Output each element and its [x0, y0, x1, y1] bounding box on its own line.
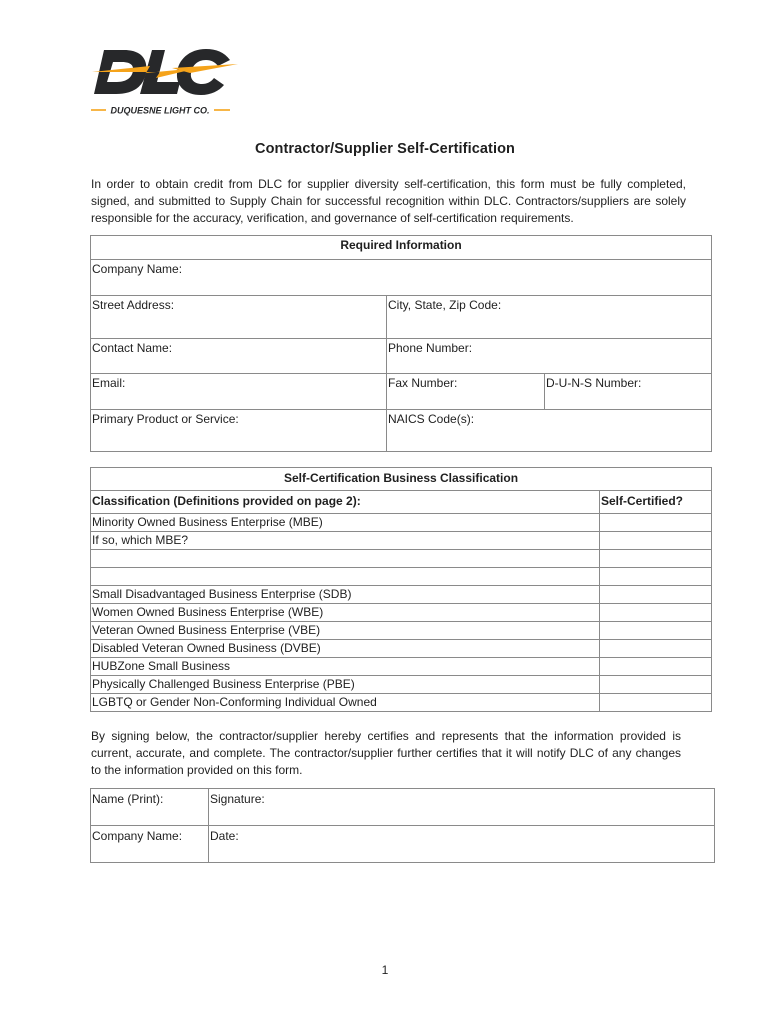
primary-product-field[interactable]: Primary Product or Service: — [91, 410, 387, 452]
classification-header: Self-Certification Business Classification — [91, 468, 712, 491]
email-field[interactable]: Email: — [91, 374, 387, 410]
contact-name-field[interactable]: Contact Name: — [91, 339, 387, 374]
self-certified-cell[interactable] — [600, 568, 712, 586]
classification-row: Minority Owned Business Enterprise (MBE) — [91, 514, 600, 532]
street-address-field[interactable]: Street Address: — [91, 296, 387, 339]
classification-row: Small Disadvantaged Business Enterprise (SDB) — [91, 586, 600, 604]
self-certified-cell[interactable] — [600, 532, 712, 550]
self-certified-cell[interactable] — [600, 640, 712, 658]
self-certified-cell[interactable] — [600, 586, 712, 604]
company-name-field[interactable]: Company Name: — [91, 260, 712, 296]
naics-codes-field[interactable]: NAICS Code(s): — [387, 410, 712, 452]
dlc-logo — [90, 42, 240, 118]
signature-field[interactable]: Signature: — [209, 789, 715, 826]
intro-paragraph: In order to obtain credit from DLC for supplier diversity self-certification, this form must be fully completed, signed, and submitted to Supply Chain for successful recognition within DLC. Contractors/suppliers are solely responsible for the accuracy, verification, and governance of self-certification requirements. — [91, 177, 686, 225]
self-certified-cell[interactable] — [600, 514, 712, 532]
name-print-field[interactable]: Name (Print): — [91, 789, 209, 826]
self-certified-cell[interactable] — [600, 658, 712, 676]
phone-number-field[interactable]: Phone Number: — [387, 339, 712, 374]
classification-row: If so, which MBE? — [91, 532, 600, 550]
duns-number-field[interactable]: D-U-N-S Number: — [545, 374, 712, 410]
classification-row: HUBZone Small Business — [91, 658, 600, 676]
classification-row: LGBTQ or Gender Non-Conforming Individual Owned — [91, 694, 600, 712]
self-certified-cell[interactable] — [600, 676, 712, 694]
self-certified-column-header: Self-Certified? — [600, 491, 712, 514]
fax-number-field[interactable]: Fax Number: — [387, 374, 545, 410]
page-number: 1 — [381, 963, 389, 977]
date-field[interactable]: Date: — [209, 826, 715, 863]
self-certified-cell[interactable] — [600, 622, 712, 640]
self-certified-cell[interactable] — [600, 550, 712, 568]
city-state-zip-field[interactable]: City, State, Zip Code: — [387, 296, 712, 339]
dlc-logo-text: DUQUESNE LIGHT CO. — [110, 105, 210, 116]
classification-table — [90, 467, 712, 712]
signature-table — [90, 788, 715, 863]
classification-column-header: Classification (Definitions provided on page 2): — [91, 491, 600, 514]
dlc-logo-mark — [92, 49, 238, 95]
required-information-header: Required Information — [91, 236, 712, 260]
classification-row: Disabled Veteran Owned Business (DVBE) — [91, 640, 600, 658]
classification-row: Women Owned Business Enterprise (WBE) — [91, 604, 600, 622]
signature-company-name-field[interactable]: Company Name: — [91, 826, 209, 863]
certification-statement: By signing below, the contractor/supplier hereby certifies and represents that the information provided is current, accurate, and complete. The contractor/supplier further certifies that it will notify DLC of any changes to the information provided on this form. — [91, 729, 681, 777]
classification-row[interactable] — [91, 568, 600, 586]
classification-row[interactable] — [91, 550, 600, 568]
self-certified-cell[interactable] — [600, 694, 712, 712]
classification-row: Veteran Owned Business Enterprise (VBE) — [91, 622, 600, 640]
self-certified-cell[interactable] — [600, 604, 712, 622]
classification-row: Physically Challenged Business Enterprise (PBE) — [91, 676, 600, 694]
required-information-table — [90, 235, 712, 452]
page-title: Contractor/Supplier Self-Certification — [255, 141, 515, 157]
